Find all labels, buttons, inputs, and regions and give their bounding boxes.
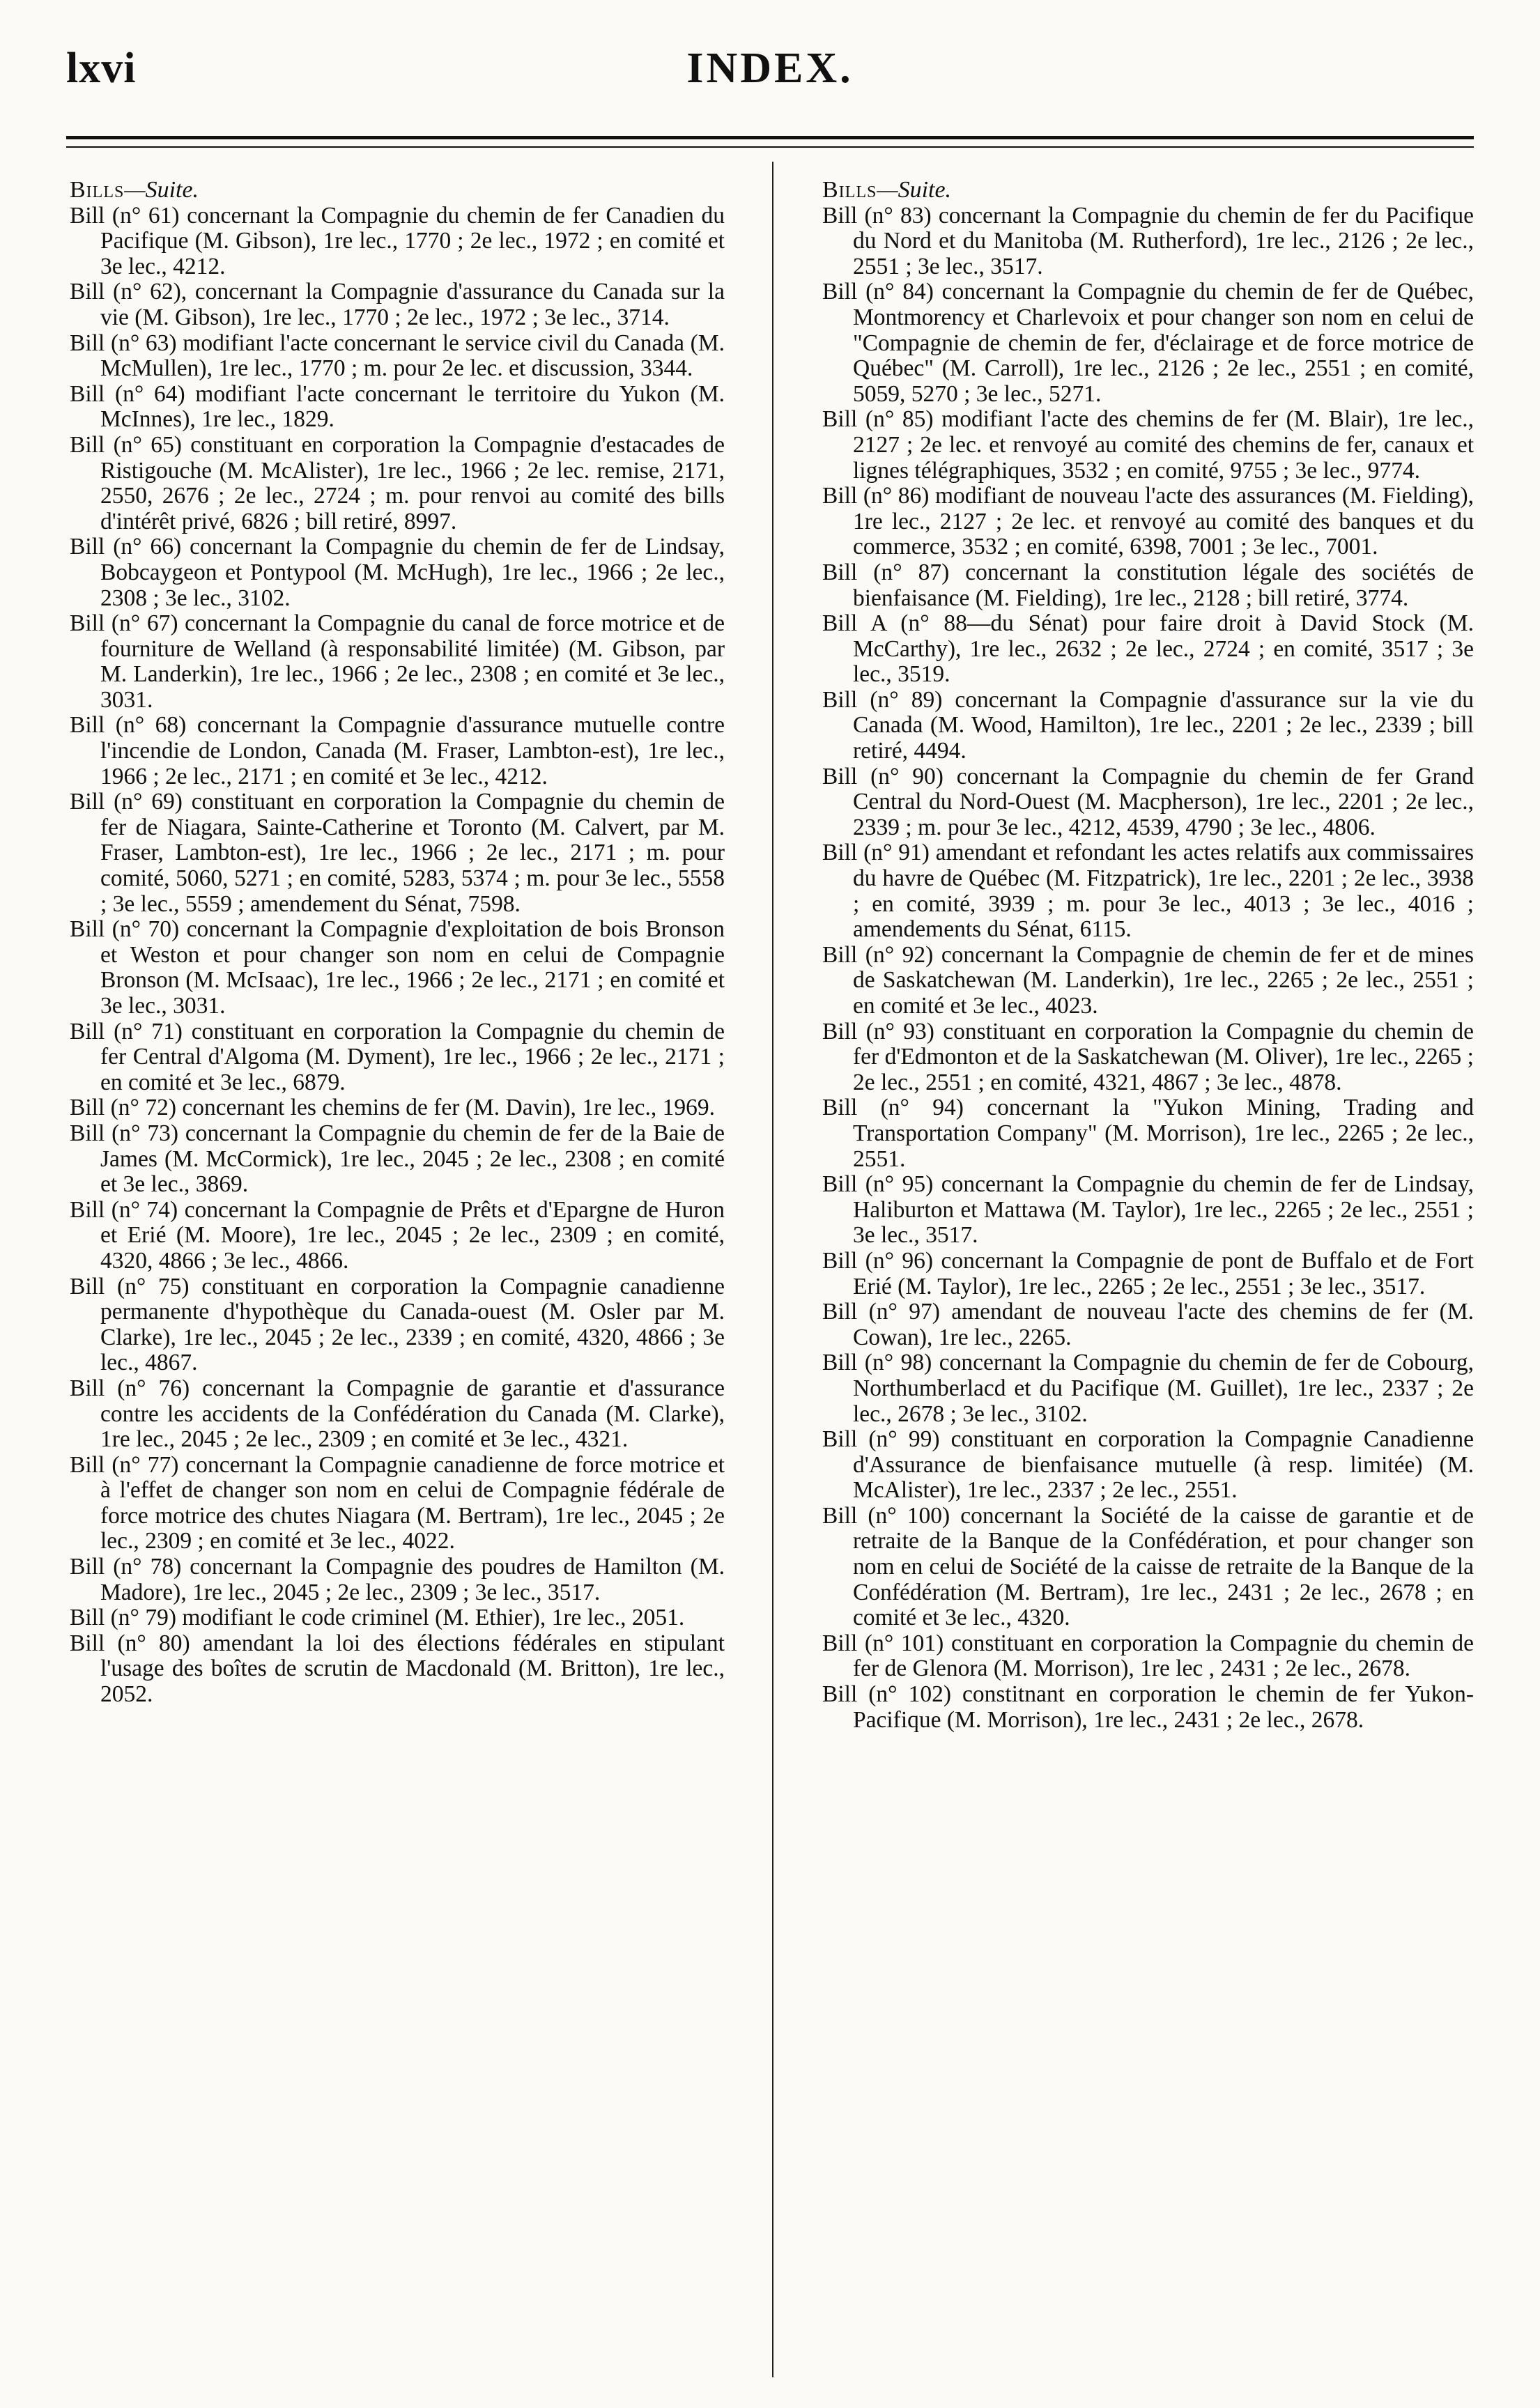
right-column <box>822 178 1474 1733</box>
index-entry: Bill (n° 90) concernant la Compagnie du chemin de fer Grand Central du Nord-Ouest (M. Macpherson), 1re lec., 2201 ; 2e lec., 2339 ; m. pour 3e lec., 4212, 4539, 4790 ; 3e lec., 4806. <box>822 763 1474 840</box>
index-entry: Bill (n° 77) concernant la Compagnie canadienne de force motrice et à l'effet de changer son nom en celui de Compagnie fédérale de force motrice des chutes Niagara (M. Bertram), 1re lec., 2045 ; 2e lec., 2309 ; en comité et 3e lec., 4022. <box>70 1451 725 1554</box>
index-entry: Bill (n° 94) concernant la "Yukon Mining, Trading and Transportation Company" (M. Morrison), 1re lec., 2265 ; 2e lec., 2551. <box>822 1095 1474 1172</box>
header-rule-thick <box>66 136 1474 139</box>
index-entry: Bill (n° 68) concernant la Compagnie d'assurance mutuelle contre l'incendie de London, Canada (M. Fraser, Lambton-est), 1re lec., 1966 ; 2e lec., 2171 ; en comité et 3e lec., 4212. <box>70 712 725 789</box>
section-heading-sub: —Suite. <box>124 177 199 203</box>
index-entry: Bill (n° 74) concernant la Compagnie de Prêts et d'Epargne de Huron et Erié (M. Moore), 1re lec., 2045 ; 2e lec., 2309 ; en comité, 4320, 4866 ; 3e lec., 4866. <box>70 1196 725 1274</box>
index-entry: Bill (n° 95) concernant la Compagnie du chemin de fer de Lindsay, Haliburton et Mattawa (M. Taylor), 1re lec., 2265 ; 2e lec., 2551 ; 3e lec., 3517. <box>822 1171 1474 1249</box>
column-divider <box>772 162 773 2377</box>
index-entry: Bill (n° 85) modifiant l'acte des chemins de fer (M. Blair), 1re lec., 2127 ; 2e lec. et renvoyé au comité des chemins de fer, canaux et lignes télégraphiques, 3532 ; en comité, 9755 ; 3e lec., 9774. <box>822 406 1474 484</box>
section-heading <box>70 178 725 203</box>
index-entry: Bill (n° 64) modifiant l'acte concernant le territoire du Yukon (M. McInnes), 1re lec., 1829. <box>70 380 725 433</box>
index-entry: Bill (n° 75) constituant en corporation la Compagnie canadienne permanente d'hypothèque du Canada-ouest (M. Osler par M. Clarke), 1re lec., 2045 ; 2e lec., 2339 ; en comité, 4320, 4866 ; 3e lec., 4867. <box>70 1273 725 1376</box>
index-entry: Bill (n° 100) concernant la Société de la caisse de garantie et de retraite de la Banque de la Confédération, et pour changer son nom en celui de Société de la caisse de retraite de la Banque de la Confédération (M. Bertram), 1re lec., 2431 ; 2e lec., 2678 ; en comité et 3e lec., 4320. <box>822 1502 1474 1631</box>
index-entry: Bill (n° 76) concernant la Compagnie de garantie et d'assurance contre les accidents de la Confédération du Canada (M. Clarke), 1re lec., 2045 ; 2e lec., 2309 ; en comité et 3e lec., 4321. <box>70 1375 725 1453</box>
index-entry: Bill (n° 98) concernant la Compagnie du chemin de fer de Cobourg, Northumberlacd et du Pacifique (M. Guillet), 1re lec., 2337 ; 2e lec., 2678 ; 3e lec., 3102. <box>822 1350 1474 1427</box>
index-entry: Bill (n° 92) concernant la Compagnie de chemin de fer et de mines de Saskatchewan (M. Landerkin), 1re lec., 2265 ; 2e lec., 2551 ; en comité et 3e lec., 4023. <box>822 941 1474 1019</box>
section-heading <box>822 178 1474 203</box>
index-entry: Bill A (n° 88—du Sénat) pour faire droit à David Stock (M. McCarthy), 1re lec., 2632 ; 2e lec., 2724 ; en comité, 3517 ; 3e lec., 3519. <box>822 610 1474 688</box>
index-entry: Bill (n° 89) concernant la Compagnie d'assurance sur la vie du Canada (M. Wood, Hamilton), 1re lec., 2201 ; 2e lec., 2339 ; bill retiré, 4494. <box>822 686 1474 764</box>
index-entry: Bill (n° 93) constituant en corporation la Compagnie du chemin de fer d'Edmonton et de la Saskatchewan (M. Oliver), 1re lec., 2265 ; 2e lec., 2551 ; en comité, 4321, 4867 ; 3e lec., 4878. <box>822 1018 1474 1095</box>
index-entry: Bill (n° 70) concernant la Compagnie d'exploitation de bois Bronson et Weston et pour changer son nom en celui de Compagnie Bronson (M. McIsaac), 1re lec., 1966 ; 2e lec., 2171 ; en comité et 3e lec., 3031. <box>70 916 725 1019</box>
index-entry: Bill (n° 96) concernant la Compagnie de pont de Buffalo et de Fort Erié (M. Taylor), 1re lec., 2265 ; 2e lec., 2551 ; 3e lec., 3517. <box>822 1247 1474 1299</box>
index-entry: Bill (n° 86) modifiant de nouveau l'acte des assurances (M. Fielding), 1re lec., 2127 ; 2e lec. et renvoyé au comité des banques et du commerce, 3532 ; en comité, 6398, 7001 ; 3e lec., 7001. <box>822 483 1474 560</box>
index-entry: Bill (n° 67) concernant la Compagnie du canal de force motrice et de fourniture de Welland (à responsabilité limitée) (M. Gibson, par M. Landerkin), 1re lec., 1966 ; 2e lec., 2308 ; en comité et 3e lec., 3031. <box>70 610 725 713</box>
section-heading-sub: —Suite. <box>877 177 952 203</box>
index-entry: Bill (n° 62), concernant la Compagnie d'assurance du Canada sur la vie (M. Gibson), 1re lec., 1770 ; 2e lec., 1972 ; 3e lec., 3714. <box>70 279 725 330</box>
index-entry: Bill (n° 91) amendant et refondant les actes relatifs aux commissaires du havre de Québec (M. Fitzpatrick), 1re lec., 2201 ; 2e lec., 3938 ; en comité, 3939 ; m. pour 3e lec., 4013 ; 3e lec., 4016 ; amendements du Sénat, 6115. <box>822 840 1474 943</box>
header-rule-thin <box>66 146 1474 148</box>
page-header <box>66 38 1474 101</box>
index-entry: Bill (n° 87) concernant la constitution légale des sociétés de bienfaisance (M. Fielding), 1re lec., 2128 ; bill retiré, 3774. <box>822 559 1474 611</box>
index-entry: Bill (n° 61) concernant la Compagnie du chemin de fer Canadien du Pacifique (M. Gibson), 1re lec., 1770 ; 2e lec., 1972 ; en comité et 3e lec., 4212. <box>70 202 725 279</box>
index-entry: Bill (n° 83) concernant la Compagnie du chemin de fer du Pacifique du Nord et du Manitoba (M. Rutherford), 1re lec., 2126 ; 2e lec., 2551 ; 3e lec., 3517. <box>822 202 1474 279</box>
page-title: INDEX. <box>686 45 854 92</box>
index-entry: Bill (n° 63) modifiant l'acte concernant le service civil du Canada (M. McMullen), 1re lec., 1770 ; m. pour 2e lec. et discussion, 3344. <box>70 330 725 382</box>
left-column <box>70 178 725 1708</box>
index-entry: Bill (n° 97) amendant de nouveau l'acte des chemins de fer (M. Cowan), 1re lec., 2265. <box>822 1299 1474 1350</box>
page-number: lxvi <box>66 45 137 92</box>
index-entry: Bill (n° 79) modifiant le code criminel (M. Ethier), 1re lec., 2051. <box>70 1605 685 1631</box>
index-entry: Bill (n° 69) constituant en corporation la Compagnie du chemin de fer de Niagara, Sainte-Catherine et Toronto (M. Calvert, par M. Fraser, Lambton-est), 1re lec., 1966 ; 2e lec., 2171 ; m. pour comité, 5060, 5271 ; en comité, 5283, 5374 ; m. pour 3e lec., 5558 ; 3e lec., 5559 ; amendement du Sénat, 7598. <box>70 789 725 917</box>
index-entry: Bill (n° 80) amendant la loi des élections fédérales en stipulant l'usage des boîtes de scrutin de Macdonald (M. Britton), 1re lec., 2052. <box>70 1630 725 1708</box>
section-heading-main: Bills <box>70 177 125 203</box>
entry-list <box>70 203 725 1708</box>
index-entry: Bill (n° 73) concernant la Compagnie du chemin de fer de la Baie de James (M. McCormick), 1re lec., 2045 ; 2e lec., 2308 ; en comité et 3e lec., 3869. <box>70 1120 725 1198</box>
index-entry: Bill (n° 102) constitnant en corporation le chemin de fer Yukon-Pacifique (M. Morrison), 1re lec., 2431 ; 2e lec., 2678. <box>822 1681 1474 1733</box>
entry-list <box>822 203 1474 1734</box>
section-heading-main: Bills <box>822 177 877 203</box>
index-entry: Bill (n° 71) constituant en corporation la Compagnie du chemin de fer Central d'Algoma (M. Dyment), 1re lec., 1966 ; 2e lec., 2171 ; en comité et 3e lec., 6879. <box>70 1018 725 1095</box>
index-entry: Bill (n° 65) constituant en corporation la Compagnie d'estacades de Ristigouche (M. McAlister), 1re lec., 1966 ; 2e lec. remise, 2171, 2550, 2676 ; 2e lec., 2724 ; m. pour renvoi au comité des bills d'intérêt privé, 6826 ; bill retiré, 8997. <box>70 431 725 534</box>
index-entry: Bill (n° 78) concernant la Compagnie des poudres de Hamilton (M. Madore), 1re lec., 2045 ; 2e lec., 2309 ; 3e lec., 3517. <box>70 1554 725 1605</box>
index-entry: Bill (n° 66) concernant la Compagnie du chemin de fer de Lindsay, Bobcaygeon et Pontypool (M. McHugh), 1re lec., 1966 ; 2e lec., 2308 ; 3e lec., 3102. <box>70 534 725 611</box>
index-entry: Bill (n° 72) concernant les chemins de fer (M. Davin), 1re lec., 1969. <box>70 1095 715 1121</box>
index-entry: Bill (n° 84) concernant la Compagnie du chemin de fer de Québec, Montmorency et Charlevoix et pour changer son nom en celui de "Compagnie de chemin de fer, d'éclairage et de force motrice de Québec" (M. Carroll), 1re lec., 2126 ; 2e lec., 2551 ; en comité, 5059, 5270 ; 3e lec., 5271. <box>822 279 1474 407</box>
index-entry: Bill (n° 101) constituant en corporation la Compagnie du chemin de fer de Glenora (M. Morrison), 1re lec , 2431 ; 2e lec., 2678. <box>822 1630 1474 1682</box>
index-entry: Bill (n° 99) constituant en corporation la Compagnie Canadienne d'Assurance de bienfaisance mutuelle (à resp. limitée) (M. McAlister), 1re lec., 2337 ; 2e lec., 2551. <box>822 1426 1474 1504</box>
